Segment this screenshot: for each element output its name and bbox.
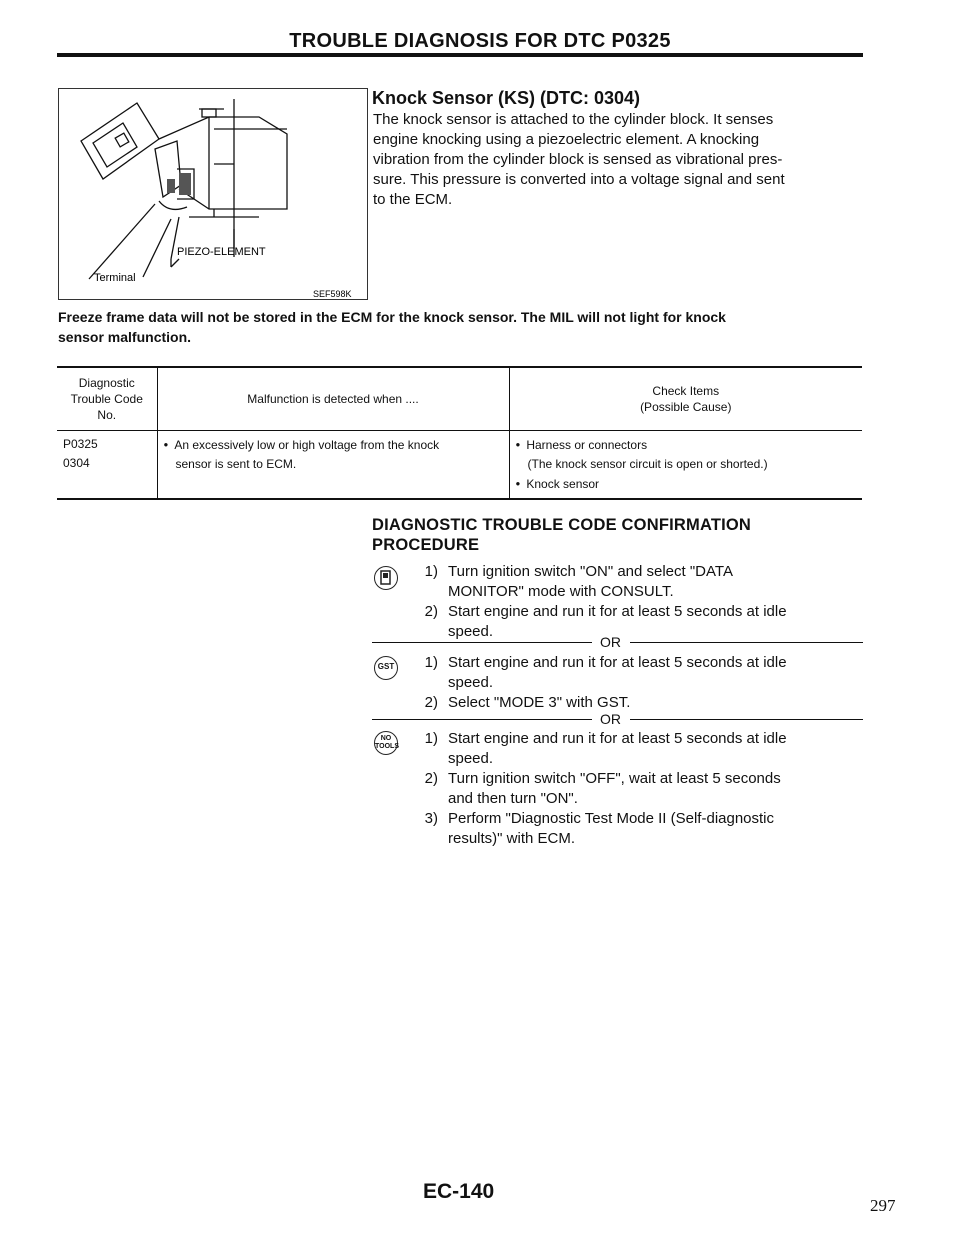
sensor-heading: Knock Sensor (KS) (DTC: 0304): [372, 88, 641, 108]
table-header-row: [57, 367, 862, 431]
page-title: TROUBLE DIAGNOSIS FOR DTC P0325: [289, 30, 671, 52]
knock-sensor-figure: [58, 88, 368, 300]
freeze-frame-note: [58, 307, 863, 347]
table-row: [57, 431, 862, 500]
dtc-table: [57, 366, 862, 500]
header-dtc-no: Diagnostic Trouble Code No.: [57, 367, 157, 431]
sensor-description: [373, 110, 863, 210]
page-code: EC-140: [423, 1180, 495, 1203]
consult-step-2: 2) Start engine and run it for at least 5 seconds at idle: [424, 603, 787, 620]
or-separator: OR: [372, 711, 863, 727]
sensor-line-2: engine knocking using a piezoelectric element. A knocking: [373, 131, 760, 148]
consult-steps: 1) Turn ignition switch "ON" and select "DATA MONITOR" mode with CONSULT. 2) Start engine and run it for at least 5 seconds at idle speed.: [400, 562, 865, 642]
gst-steps: 1) Start engine and run it for at least 5 seconds at idle speed. 2) Select "MODE 3" with GST.: [400, 653, 865, 713]
figure-code: SEF598K: [313, 289, 352, 299]
sensor-line-3: vibration from the cylinder block is sensed as vibrational pres-: [373, 151, 783, 168]
piezo-element-label: PIEZO-ELEMENT: [177, 246, 266, 258]
cell-check-items: ● Harness or connectors (The knock sensor circuit is open or shorted.) ● Knock sensor: [509, 431, 862, 500]
consult-step-1: 1) Turn ignition switch "ON" and select "DATA: [424, 563, 733, 580]
or-separator: OR: [372, 634, 863, 650]
header-check-items: Check Items (Possible Cause): [509, 367, 862, 431]
gst-icon: GST: [374, 656, 398, 680]
cell-malfunction: ● An excessively low or high voltage from the knock sensor is sent to ECM.: [157, 431, 509, 500]
no-tools-step-2: 2) Turn ignition switch "OFF", wait at least 5 seconds: [424, 770, 781, 787]
no-tools-steps: 1) Start engine and run it for at least 5 seconds at idle speed. 2) Turn ignition switch "OFF", wait at least 5 seconds and then turn "ON". 3) Perform "Diagnostic Test Mode II (Self-diagnostic results)" with ECM.: [400, 729, 865, 849]
gst-step-2: 2) Select "MODE 3" with GST.: [424, 694, 631, 711]
page-number: 297: [870, 1196, 896, 1215]
sensor-line-5: to the ECM.: [373, 191, 453, 208]
terminal-label: Terminal: [94, 272, 136, 284]
consult-icon: [374, 566, 398, 590]
sensor-line-1: The knock sensor is attached to the cylinder block. It senses: [373, 111, 774, 128]
note-line-2: sensor malfunction.: [58, 329, 192, 345]
gst-step-1: 1) Start engine and run it for at least 5 seconds at idle: [424, 654, 787, 671]
no-tools-icon: NO TOOLS: [374, 731, 398, 755]
header-malfunction: Malfunction is detected when ....: [157, 367, 509, 431]
knock-sensor-drawing: [59, 89, 369, 301]
no-tools-step-1: 1) Start engine and run it for at least 5 seconds at idle: [424, 730, 787, 747]
cell-dtc-code: P0325 0304: [57, 431, 157, 500]
no-tools-step-3: 3) Perform "Diagnostic Test Mode II (Self-diagnostic: [424, 810, 775, 827]
note-line-1: Freeze frame data will not be stored in the ECM for the knock sensor. The MIL will not light for knock: [58, 309, 726, 325]
title-rule: [57, 53, 863, 57]
sensor-line-4: sure. This pressure is converted into a voltage signal and sent: [373, 171, 785, 188]
procedure-heading: DIAGNOSTIC TROUBLE CODE CONFIRMATION PROCEDURE: [372, 516, 752, 554]
